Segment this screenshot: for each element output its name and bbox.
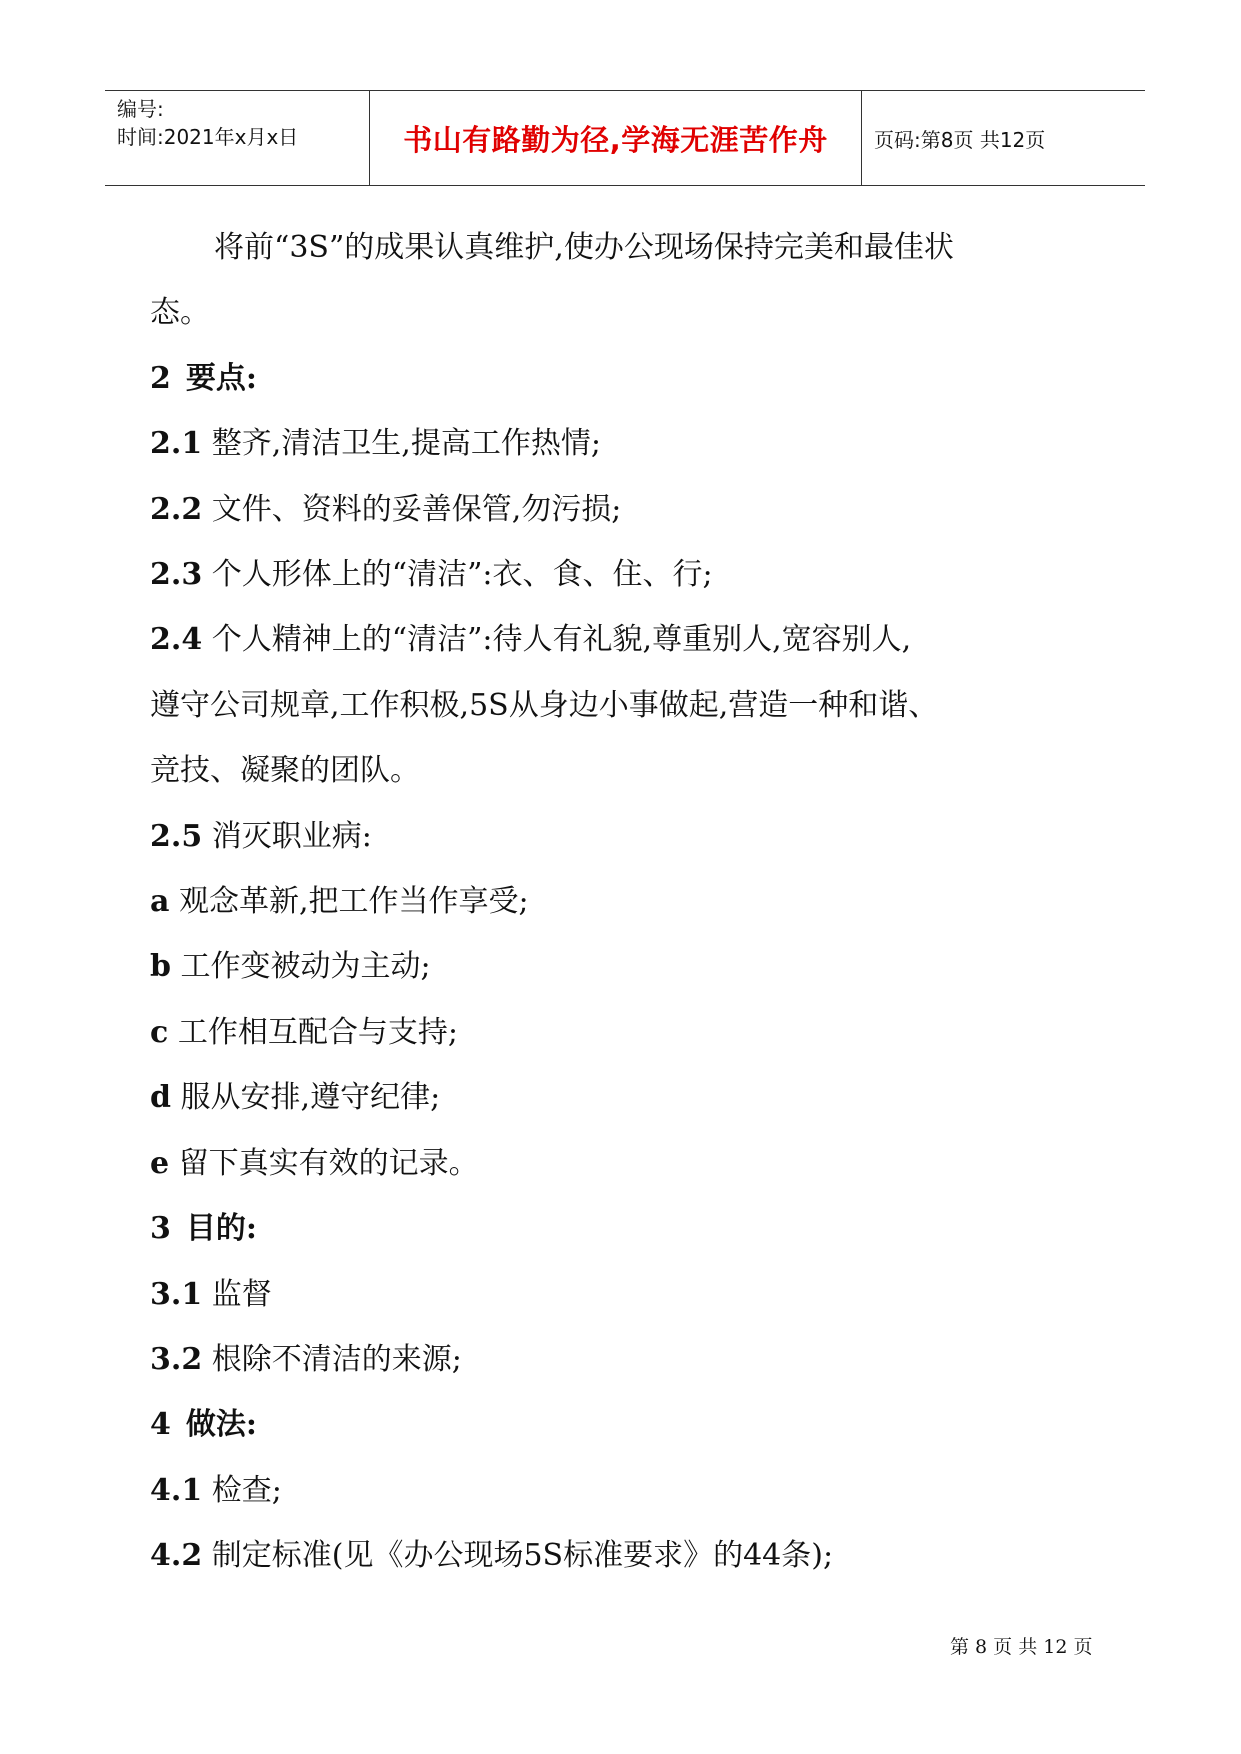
item-letter: c [150,1014,169,1050]
item-letter: a [150,884,170,920]
item-number: 3.1 [150,1276,203,1312]
item-letter: d [150,1080,171,1116]
item-number: 4.1 [150,1472,203,1508]
list-item [150,1000,1110,1065]
item-text: 个人形体上的“清洁”:衣、食、住、行; [211,557,713,593]
item-text: 工作变被动为主动; [180,949,431,985]
item-number: 2.1 [150,426,203,462]
list-item [150,804,1110,869]
list-item [150,1327,1110,1392]
list-item [150,934,1110,999]
section-number: 3 [150,1211,171,1247]
item-number: 3.2 [150,1341,203,1377]
item-text: 消灭职业病: [211,818,372,854]
item-text: 服从安排,遵守纪律; [180,1080,441,1116]
document-body [150,215,1110,1589]
section-number: 2 [150,360,171,396]
item-text: 根除不清洁的来源; [211,1341,462,1377]
page-header [105,90,1145,186]
doc-time-label: 时间:2021年x月x日 [117,125,299,149]
item-text: 工作相互配合与支持; [177,1014,458,1050]
item-number: 2.3 [150,557,203,593]
list-item [150,1131,1110,1196]
item-text: 监督 [211,1276,272,1312]
item-text: 检查; [211,1472,282,1508]
list-item [150,1065,1110,1130]
section-title: 做法: [185,1407,257,1443]
header-meta [105,91,370,185]
doc-code-label: 编号: [117,97,164,121]
section-title: 要点: [185,360,257,396]
item-number: 2.5 [150,818,203,854]
item-number: 2.2 [150,491,203,527]
paragraph-line: 遵守公司规章,工作积极,5S从身边小事做起,营造一种和谐、 [150,687,939,723]
list-item [150,1523,1110,1588]
list-item [150,1458,1110,1523]
item-letter: e [150,1145,170,1181]
section-heading-4 [150,1392,1110,1457]
item-text: 整齐,清洁卫生,提高工作热情; [211,426,601,462]
list-item [150,542,1110,607]
item-text: 观念革新,把工作当作享受; [179,884,529,920]
item-text: 制定标准(见《办公现场5S标准要求》的44条); [211,1538,834,1574]
section-title: 目的: [185,1211,257,1247]
paragraph-line: 将前“3S”的成果认真维护,使办公现场保持完美和最佳状 [214,230,954,265]
section-heading-3 [150,1196,1110,1261]
list-item [150,411,1110,476]
item-number: 2.4 [150,622,203,658]
section-heading-2 [150,346,1110,411]
item-text: 文件、资料的妥善保管,勿污损; [211,491,622,527]
page-footer: 第 8 页 共 12 页 [950,1636,1093,1658]
item-text: 个人精神上的“清洁”:待人有礼貌,尊重别人,宽容别人, [211,622,912,658]
section-number: 4 [150,1407,171,1443]
item-number: 4.2 [150,1538,203,1574]
list-item [150,607,1110,672]
header-motto: 书山有路勤为径,学海无涯苦作舟 [370,91,862,185]
item-letter: b [150,949,171,985]
list-item [150,1262,1110,1327]
header-page-label: 页码:第8页 共12页 [874,127,1046,152]
item-text: 留下真实有效的记录。 [178,1145,479,1181]
paragraph-line: 态。 [150,295,210,331]
paragraph-line: 竞技、凝聚的团队。 [150,753,420,789]
list-item [150,477,1110,542]
list-item [150,869,1110,934]
